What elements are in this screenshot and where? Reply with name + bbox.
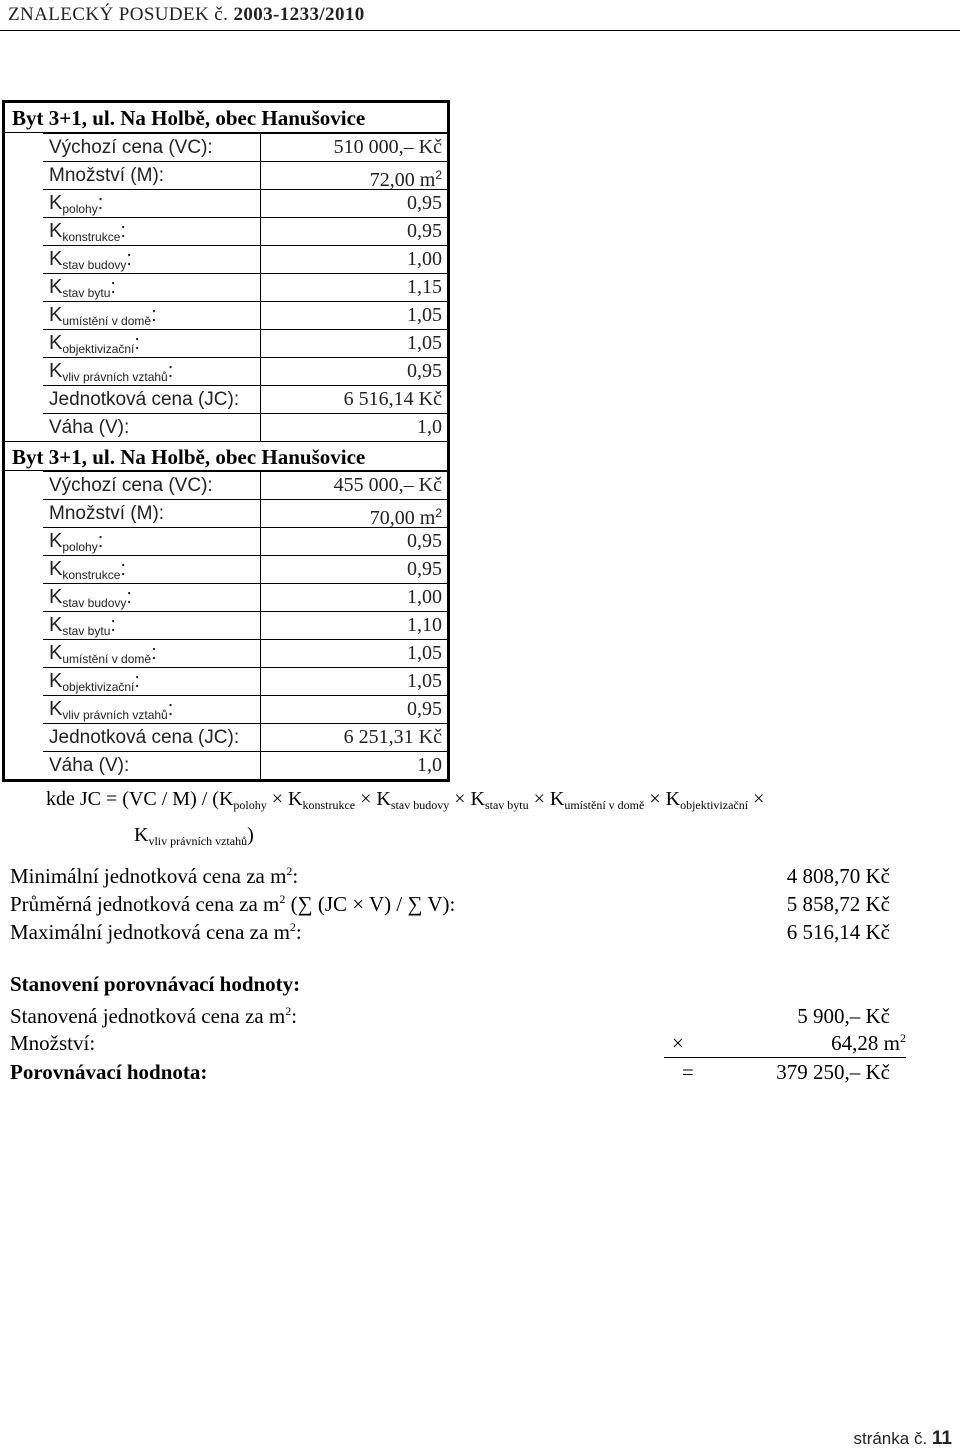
table-row: [43, 695, 447, 723]
unit-price-formula: kde JC = $(VC / M) / (K_{polohy} \times K_{konstrukce} \times K_{stav budovy} \times K_{stav bytu} \times K_{umístění v domě} \times K_{objektivizační}$ × $K_{vliv právních vztahů}$): [46, 788, 765, 848]
table-row: [43, 527, 447, 555]
row-value: 72,00 $m^2$: [369, 168, 442, 191]
row-label: Jednotková cena (JC):: [43, 386, 261, 413]
table-row: [43, 385, 447, 413]
table-row: [43, 583, 447, 611]
row-label: $K_{objektivizační}$:: [43, 330, 261, 357]
row-value: 1,00: [407, 586, 442, 608]
table-row: [43, 329, 447, 357]
table-row: [43, 555, 447, 583]
max-unit-price: Maximální jednotková cena za $m^2$: 6 516,14 Kč: [10, 920, 890, 944]
row-label: $K_{vliv právních vztahů}$:: [43, 358, 261, 385]
avg-unit-price: Průměrná jednotková cena za $m^2$ (∑ (JC × V) / ∑ V): 5 858,72 Kč: [10, 892, 890, 916]
table-row: [43, 133, 447, 161]
row-label: Výchozí cena (VC):: [43, 472, 261, 499]
row-label: Výchozí cena (VC):: [43, 134, 261, 161]
row-value: 0,95: [407, 698, 442, 720]
row-label: $K_{stav budovy}$:: [43, 584, 261, 611]
table-row: [43, 723, 447, 751]
row-label: $K_{vliv právních vztahů}$:: [43, 696, 261, 723]
row-label: $K_{stav budovy}$:: [43, 246, 261, 273]
row-label: $K_{objektivizační}$:: [43, 668, 261, 695]
row-value: 0,95: [407, 558, 442, 580]
row-value: 0,95: [407, 220, 442, 242]
comparison-value: Porovnávací hodnota: = 379 250,– Kč: [10, 1060, 890, 1084]
row-value: 1,00: [407, 248, 442, 270]
table-row: [43, 639, 447, 667]
table-row: [43, 667, 447, 695]
row-value: 1,05: [407, 332, 442, 354]
table-row: [43, 751, 447, 779]
row-label: Množství (M):: [43, 162, 261, 189]
table-row: [43, 273, 447, 301]
row-value: 455 000,– Kč: [333, 474, 442, 496]
table-row: [43, 161, 447, 189]
row-label: Váha (V):: [43, 414, 261, 441]
comparable-title: Byt 3+1, ul. Na Holbě, obec Hanušovice: [5, 441, 447, 471]
row-label: $K_{konstrukce}$:: [43, 556, 261, 583]
row-value: 70,00 $m^2$: [369, 506, 442, 529]
row-value: 510 000,– Kč: [333, 136, 442, 158]
table-row: [43, 471, 447, 499]
table-row: [43, 499, 447, 527]
row-value: 1,05: [407, 304, 442, 326]
table-row: [43, 189, 447, 217]
sum-rule: [664, 1057, 906, 1058]
document-header: [8, 4, 365, 26]
table-row: [43, 413, 447, 441]
final-section-title: Stanovení porovnávací hodnoty:: [10, 972, 301, 996]
row-value: 6 516,14 Kč: [343, 388, 442, 410]
header-rule: [0, 30, 960, 31]
row-label: $K_{umístění v domě}$:: [43, 640, 261, 667]
row-value: 1,10: [407, 614, 442, 636]
comparable-2: [5, 441, 447, 779]
quantity: Množství: × 64,28 $m^2$: [10, 1031, 906, 1055]
row-value: 1,0: [417, 754, 442, 776]
row-value: 1,15: [407, 276, 442, 298]
table-row: [43, 611, 447, 639]
row-value: 0,95: [407, 360, 442, 382]
table-row: [43, 357, 447, 385]
row-label: $K_{stav bytu}$:: [43, 612, 261, 639]
set-unit-price: Stanovená jednotková cena za $m^2$: 5 900,– Kč: [10, 1004, 890, 1028]
comparable-title: Byt 3+1, ul. Na Holbě, obec Hanušovice: [5, 103, 447, 133]
row-label: $K_{polohy}$:: [43, 190, 261, 217]
table-row: [43, 301, 447, 329]
comparable-1: [5, 103, 447, 441]
row-value: 1,05: [407, 642, 442, 664]
page-footer: stránka č. 11: [853, 1428, 952, 1449]
header-title: ZNALECKÝ POSUDEK č.: [8, 4, 229, 25]
row-label: $K_{umístění v domě}$:: [43, 302, 261, 329]
row-value: 0,95: [407, 530, 442, 552]
table-row: [43, 245, 447, 273]
comparison-table: [2, 100, 450, 782]
row-value: 1,05: [407, 670, 442, 692]
row-label: $K_{konstrukce}$:: [43, 218, 261, 245]
table-row: [43, 217, 447, 245]
row-label: Jednotková cena (JC):: [43, 724, 261, 751]
row-value: 6 251,31 Kč: [343, 726, 442, 748]
row-label: Váha (V):: [43, 752, 261, 779]
row-value: 0,95: [407, 192, 442, 214]
row-label: $K_{stav bytu}$:: [43, 274, 261, 301]
header-number: 2003-1233/2010: [233, 4, 365, 25]
min-unit-price: Minimální jednotková cena za $m^2$: 4 808,70 Kč: [10, 864, 890, 888]
row-label: Množství (M):: [43, 500, 261, 527]
row-label: $K_{polohy}$:: [43, 528, 261, 555]
row-value: 1,0: [417, 416, 442, 438]
